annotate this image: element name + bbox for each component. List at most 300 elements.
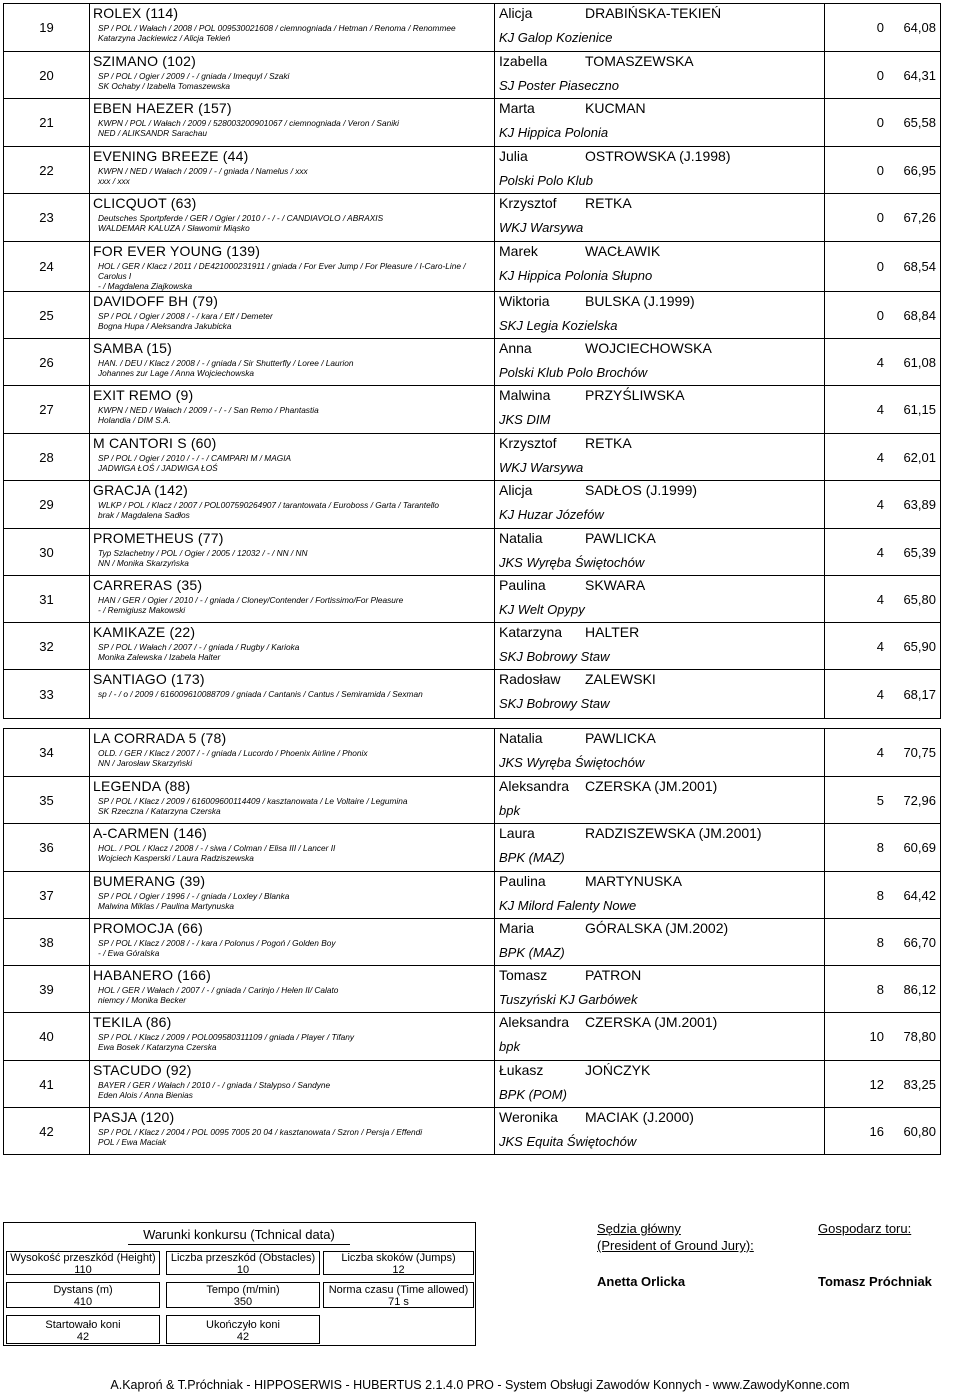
- rider-club: SKJ Bobrowy Staw: [499, 649, 610, 664]
- result-cell: [825, 729, 941, 777]
- rider-cell: [495, 99, 825, 147]
- result-values: [825, 355, 940, 370]
- horse-cell: [90, 292, 495, 339]
- place-cell: 42: [4, 1108, 90, 1155]
- penalty-points: 8: [876, 934, 884, 950]
- result-row: [4, 147, 941, 194]
- horse-name: KAMIKAZE (22): [93, 624, 196, 640]
- time-value: 78,80: [903, 1029, 936, 1044]
- horse-cell: [90, 824, 495, 872]
- rider-last-name: JOŃCZYK: [585, 1062, 651, 1078]
- rider-first-name: Izabella: [499, 53, 548, 69]
- horse-breeder-owner: Wojciech Kasperski / Laura Radziszewska: [98, 853, 254, 863]
- place-cell: 31: [4, 576, 90, 623]
- results-body: [4, 4, 941, 1155]
- rider-cell: [495, 576, 825, 623]
- time-value: 61,15: [903, 402, 936, 417]
- time-value: 65,58: [903, 115, 936, 130]
- horse-name: SANTIAGO (173): [93, 671, 205, 687]
- rider-name: [495, 4, 824, 21]
- rider-cell: [495, 1108, 825, 1155]
- penalty-points: 4: [876, 449, 884, 465]
- rider-club: BPK (POM): [499, 1087, 567, 1102]
- time-value: 64,31: [903, 67, 936, 83]
- place-cell: 20: [4, 52, 90, 99]
- result-row: [4, 1013, 941, 1061]
- host-label-text: Gospodarz toru:: [818, 1221, 912, 1236]
- tempo-label: Tempo (m/min): [206, 1284, 280, 1296]
- horse-name: LA CORRADA 5 (78): [93, 730, 227, 746]
- started-value: 42: [76, 1331, 90, 1343]
- time-value: 67,26: [903, 210, 936, 225]
- penalty-points: 4: [876, 638, 884, 654]
- rider-club: JKS Equita Świętochów: [499, 1134, 637, 1149]
- rider-name: [495, 872, 824, 889]
- time-value: 68,84: [903, 307, 936, 323]
- horse-pedigree: WLKP / POL / Klacz / 2007 / POL007590264907 / tarantowata / Euroboss / Garta / Tarantello: [98, 500, 439, 510]
- rider-club: WKJ Warsywa: [499, 220, 584, 235]
- place-cell: 30: [4, 529, 90, 576]
- rider-name: [495, 386, 824, 403]
- rider-last-name: SKWARA: [585, 577, 646, 593]
- height-value: 110: [74, 1264, 92, 1276]
- rider-name: [495, 623, 824, 640]
- rider-cell: [495, 777, 825, 824]
- horse-cell: [90, 194, 495, 242]
- horse-name: CARRERAS (35): [93, 577, 203, 593]
- rider-club: KJ Hippica Polonia Słupno: [499, 268, 653, 283]
- result-row: [4, 52, 941, 99]
- result-cell: [825, 670, 941, 719]
- result-values: [825, 639, 940, 654]
- result-values: [825, 840, 940, 855]
- rider-name: [495, 529, 824, 546]
- horse-breeder-owner: NN / Jarosław Skarzyński: [98, 758, 193, 768]
- horse-breeder-owner: Malwina Miklas / Paulina Martynuska: [98, 901, 235, 911]
- rider-first-name: Paulina: [499, 873, 546, 889]
- rider-club: SKJ Bobrowy Staw: [499, 696, 610, 711]
- horse-breeder-owner: - / Remigiusz Makowski: [98, 605, 186, 615]
- result-cell: [825, 919, 941, 966]
- rider-first-name: Malwina: [499, 387, 551, 403]
- rider-first-name: Krzysztof: [499, 195, 557, 211]
- horse-breeder-owner: Bogna Hupa / Aleksandra Jakubicka: [98, 321, 232, 331]
- time-value: 62,01: [903, 449, 936, 465]
- time-allowed-value: 71 s: [388, 1296, 409, 1308]
- rider-name: [495, 292, 824, 309]
- result-row: [4, 292, 941, 339]
- horse-pedigree: SP / POL / Klacz / 2008 / - / kara / Polonus / Pogoń / Golden Boy: [98, 938, 336, 948]
- result-cell: [825, 777, 941, 824]
- rider-club: KJ Galop Kozienice: [499, 30, 613, 45]
- rider-club: KJ Welt Opypy: [499, 602, 585, 617]
- host-label: [818, 1220, 911, 1237]
- rider-name: [495, 194, 824, 211]
- place-cell: 25: [4, 292, 90, 339]
- horse-name: DAVIDOFF BH (79): [93, 293, 219, 309]
- time-value: 65,39: [903, 544, 936, 560]
- time-value: 65,80: [903, 591, 936, 607]
- finished-value: 42: [236, 1331, 250, 1343]
- horse-name: PROMETHEUS (77): [93, 530, 224, 546]
- horse-pedigree: SP / POL / Wałach / 2008 / POL 009530021608 / ciemnogniada / Hetman / Renoma / Renommee: [98, 23, 456, 33]
- rider-last-name: PAWLICKA: [585, 730, 656, 746]
- time-value: 68,17: [903, 686, 936, 702]
- place-cell: 32: [4, 623, 90, 670]
- technical-data-title: Warunki konkursu (Tchnical data): [143, 1227, 335, 1242]
- result-values: [825, 687, 940, 702]
- rider-cell: [495, 386, 825, 434]
- horse-name: M CANTORI S (60): [93, 435, 217, 451]
- horse-name: CLICQUOT (63): [93, 195, 197, 211]
- penalty-points: 4: [876, 686, 884, 702]
- horse-pedigree: Typ Szlachetny / POL / Ogier / 2005 / 12032 / - / NN / NN: [98, 548, 308, 558]
- horse-breeder-owner: Monika Zalewska / Izabela Halter: [98, 652, 221, 662]
- rider-last-name: GÓRALSKA (JM.2002): [585, 920, 729, 936]
- rider-name: [495, 434, 824, 451]
- rider-club: SJ Poster Piaseczno: [499, 78, 619, 93]
- horse-cell: [90, 434, 495, 481]
- rider-club: JKS DIM: [499, 412, 551, 427]
- result-row: [4, 777, 941, 824]
- horse-breeder-owner: WALDEMAR KALUZA / Sławomir Miąsko: [98, 223, 250, 233]
- place-cell: 38: [4, 919, 90, 966]
- finished-label: Ukończyło koni: [206, 1319, 280, 1331]
- rider-cell: [495, 52, 825, 99]
- horse-breeder-owner: SK Rzeczna / Katarzyna Czerska: [98, 806, 221, 816]
- horse-name: ROLEX (114): [93, 5, 179, 21]
- penalty-points: 0: [876, 115, 884, 130]
- judge-name: Anetta Orlicka: [597, 1274, 686, 1289]
- tempo-value: 350: [233, 1296, 253, 1308]
- result-row: [4, 1061, 941, 1108]
- rider-cell: [495, 966, 825, 1013]
- rider-last-name: WACŁAWIK: [585, 243, 661, 259]
- result-row: [4, 529, 941, 576]
- rider-first-name: Aleksandra: [499, 1014, 570, 1030]
- horse-cell: [90, 52, 495, 99]
- rider-cell: [495, 623, 825, 670]
- horse-cell: [90, 529, 495, 576]
- rider-club: BPK (MAZ): [499, 945, 565, 960]
- rider-last-name: HALTER: [585, 624, 640, 640]
- place-cell: 34: [4, 729, 90, 777]
- horse-name: A-CARMEN (146): [93, 825, 208, 841]
- rider-name: [495, 919, 824, 936]
- rider-cell: [495, 1061, 825, 1108]
- time-value: 66,95: [903, 162, 936, 178]
- result-row: [4, 872, 941, 919]
- obstacles-value: 10: [236, 1264, 250, 1276]
- result-values: [825, 20, 940, 35]
- place-cell: 29: [4, 481, 90, 529]
- place-cell: 41: [4, 1061, 90, 1108]
- penalty-points: 4: [876, 497, 884, 512]
- result-cell: [825, 242, 941, 292]
- group-separator: [4, 719, 941, 729]
- horse-breeder-owner: Johannes zur Lage / Anna Wojciechowska: [98, 368, 255, 378]
- result-cell: [825, 434, 941, 481]
- horse-cell: [90, 147, 495, 194]
- horse-cell: [90, 670, 495, 719]
- rider-first-name: Natalia: [499, 530, 543, 546]
- place-cell: 39: [4, 966, 90, 1013]
- rider-first-name: Maria: [499, 920, 535, 936]
- penalty-points: 0: [876, 259, 884, 274]
- horse-cell: [90, 99, 495, 147]
- horse-pedigree: HAN / GER / Ogier / 2010 / - / gniada / Cloney/Contender / Fortissimo/For Pleasure: [98, 595, 404, 605]
- penalty-points: 4: [876, 402, 884, 417]
- time-value: 86,12: [903, 981, 936, 997]
- rider-last-name: OSTROWSKA (J.1998): [585, 148, 731, 164]
- penalty-points: 4: [876, 544, 884, 560]
- group-separator-cell: [4, 719, 941, 729]
- horse-breeder-owner: NN / Monika Skarzyńska: [98, 558, 189, 568]
- place-cell: 24: [4, 242, 90, 292]
- technical-data-title-divider: [128, 1244, 350, 1245]
- rider-club: SKJ Legia Kozielska: [499, 318, 618, 333]
- rider-first-name: Natalia: [499, 730, 543, 746]
- place-cell: 21: [4, 99, 90, 147]
- place-cell: 22: [4, 147, 90, 194]
- time-value: 70,75: [903, 745, 936, 760]
- rider-last-name: MARTYNUSKA: [585, 873, 682, 889]
- place-cell: 35: [4, 777, 90, 824]
- result-row: [4, 386, 941, 434]
- result-row: [4, 434, 941, 481]
- penalty-points: 4: [876, 591, 884, 607]
- result-cell: [825, 147, 941, 194]
- rider-last-name: RETKA: [585, 435, 632, 451]
- time-value: 64,08: [903, 20, 936, 35]
- horse-cell: [90, 919, 495, 966]
- rider-club: Tuszyński KJ Garbówek: [499, 992, 638, 1007]
- time-allowed-label: Norma czasu (Time allowed): [328, 1284, 469, 1296]
- horse-pedigree: SP / POL / Klacz / 2009 / POL009580311109 / gniada / Player / Tifany: [98, 1032, 355, 1042]
- horse-cell: [90, 729, 495, 777]
- judge-label-line-1: Sędzia główny: [597, 1221, 681, 1236]
- result-row: [4, 99, 941, 147]
- time-value: 83,25: [903, 1076, 936, 1092]
- time-value: 60,69: [903, 840, 936, 855]
- judge-label-line-2: (President of Ground Jury):: [597, 1238, 754, 1253]
- horse-breeder-owner: niemcy / Monika Becker: [98, 995, 187, 1005]
- rider-first-name: Tomasz: [499, 967, 548, 983]
- rider-cell: [495, 194, 825, 242]
- rider-name: [495, 99, 824, 116]
- penalty-points: 0: [876, 307, 884, 323]
- rider-club: Polski Klub Polo Brochów: [499, 365, 648, 380]
- horse-breeder-owner: brak / Magdalena Sadłos: [98, 510, 190, 520]
- rider-name: [495, 1061, 824, 1078]
- result-values: [825, 259, 940, 274]
- rider-first-name: Weronika: [499, 1109, 558, 1125]
- time-value: 66,70: [903, 934, 936, 950]
- result-row: [4, 194, 941, 242]
- result-cell: [825, 1013, 941, 1061]
- horse-name: EXIT REMO (9): [93, 387, 194, 403]
- rider-club: JKS Wyręba Świętochów: [499, 755, 645, 770]
- result-values: [825, 545, 940, 560]
- rider-first-name: Aleksandra: [499, 778, 570, 794]
- penalty-points: 0: [876, 67, 884, 83]
- horse-pedigree: sp / - / o / 2009 / 616009610088709 / gniada / Cantanis / Cantus / Semiramida / Sexman: [98, 689, 423, 699]
- penalty-points: 8: [876, 840, 884, 855]
- time-value: 60,80: [903, 1123, 936, 1139]
- penalty-points: 10: [869, 1029, 884, 1044]
- place-cell: 27: [4, 386, 90, 434]
- rider-first-name: Alicja: [499, 5, 533, 21]
- rider-cell: [495, 481, 825, 529]
- rider-last-name: WOJCIECHOWSKA: [585, 340, 712, 356]
- rider-name: [495, 777, 824, 794]
- rider-cell: [495, 872, 825, 919]
- horse-breeder-owner: NED / ALIKSANDR Sarachau: [98, 128, 207, 138]
- horse-cell: [90, 481, 495, 529]
- horse-pedigree: HOL / GER / Wałach / 2007 / - / gniada / Carinjo / Helen II/ Calato: [98, 985, 339, 995]
- result-row: [4, 919, 941, 966]
- horse-cell: [90, 242, 495, 292]
- result-cell: [825, 824, 941, 872]
- rider-first-name: Łukasz: [499, 1062, 544, 1078]
- rider-club: JKS Wyręba Świętochów: [499, 555, 645, 570]
- rider-cell: [495, 147, 825, 194]
- time-value: 63,89: [903, 497, 936, 512]
- penalty-points: 0: [876, 210, 884, 225]
- rider-cell: [495, 4, 825, 52]
- rider-first-name: Laura: [499, 825, 535, 841]
- horse-breeder-owner: - / Ewa Góralska: [98, 948, 160, 958]
- rider-last-name: RETKA: [585, 195, 632, 211]
- rider-name: [495, 576, 824, 593]
- result-row: [4, 623, 941, 670]
- result-values: [825, 1029, 940, 1044]
- result-cell: [825, 194, 941, 242]
- result-cell: [825, 481, 941, 529]
- result-values: [825, 592, 940, 607]
- result-cell: [825, 99, 941, 147]
- horse-pedigree: SP / POL / Klacz / 2009 / 616009600114409 / kasztanowata / Le Voltaire / Legumina: [98, 796, 408, 806]
- rider-last-name: ZALEWSKI: [585, 671, 656, 687]
- horse-breeder-owner: POL / Ewa Maciak: [98, 1137, 167, 1147]
- result-row: [4, 1108, 941, 1155]
- horse-pedigree: KWPN / POL / Wałach / 2009 / 528003200901067 / ciemnogniada / Veron / Saniki: [98, 118, 400, 128]
- penalty-points: 16: [869, 1123, 884, 1139]
- rider-club: bpk: [499, 803, 520, 818]
- horse-breeder-owner: Katarzyna Jackiewicz / Alicja Tekień: [98, 33, 231, 43]
- place-cell: 19: [4, 4, 90, 52]
- horse-name: STACUDO (92): [93, 1062, 192, 1078]
- rider-first-name: Marek: [499, 243, 538, 259]
- rider-last-name: BULSKA (J.1999): [585, 293, 695, 309]
- rider-last-name: CZERSKA (JM.2001): [585, 1014, 718, 1030]
- rider-first-name: Marta: [499, 100, 535, 116]
- place-cell: 37: [4, 872, 90, 919]
- result-cell: [825, 966, 941, 1013]
- horse-pedigree: SP / POL / Ogier / 2010 / - / - / CAMPARI M / MAGIA: [98, 453, 292, 463]
- rider-name: [495, 1013, 824, 1030]
- obstacles-label: Liczba przeszkód (Obstacles): [170, 1252, 316, 1264]
- result-row: [4, 576, 941, 623]
- penalty-points: 4: [876, 745, 884, 760]
- horse-pedigree: KWPN / NED / Wałach / 2009 / - / - / San Remo / Phantastia: [98, 405, 319, 415]
- horse-pedigree: BAYER / GER / Wałach / 2010 / - / gniada / Stalypso / Sandyne: [98, 1080, 331, 1090]
- rider-cell: [495, 670, 825, 719]
- result-values: [825, 888, 940, 903]
- host-name: Tomasz Próchniak: [818, 1274, 932, 1289]
- horse-pedigree: Deutsches Sportpferde / GER / Ogier / 2010 / - / - / CANDIAVOLO / ABRAXIS: [98, 213, 384, 223]
- rider-cell: [495, 824, 825, 872]
- rider-name: [495, 147, 824, 164]
- result-row: [4, 242, 941, 292]
- horse-pedigree: SP / POL / Ogier / 2009 / - / gniada / Imequyl / Szaki: [98, 71, 290, 81]
- horse-cell: [90, 623, 495, 670]
- place-cell: 36: [4, 824, 90, 872]
- rider-name: [495, 729, 824, 746]
- penalty-points: 5: [876, 792, 884, 808]
- horse-name: LEGENDA (88): [93, 778, 191, 794]
- horse-pedigree: SP / POL / Klacz / 2004 / POL 0095 7005 20 04 / kasztanowata / Szron / Persja / Effendi: [98, 1127, 423, 1137]
- horse-pedigree: SP / POL / Wałach / 2007 / - / gniada / Rugby / Karioka: [98, 642, 300, 652]
- result-values: [825, 210, 940, 225]
- horse-pedigree: KWPN / NED / Wałach / 2009 / - / gniada / Namelus / xxx: [98, 166, 308, 176]
- rider-club: KJ Huzar Józefów: [499, 507, 604, 522]
- jumps-value: 12: [392, 1264, 405, 1276]
- result-values: [825, 450, 940, 465]
- horse-name: FOR EVER YOUNG (139): [93, 243, 261, 259]
- result-row: [4, 670, 941, 719]
- horse-name: SZIMANO (102): [93, 53, 196, 69]
- started-label: Startowało koni: [45, 1319, 121, 1331]
- penalty-points: 8: [876, 887, 884, 903]
- horse-breeder-owner: xxx / xxx: [98, 176, 130, 186]
- rider-last-name: RADZISZEWSKA (JM.2001): [585, 825, 762, 841]
- rider-cell: [495, 529, 825, 576]
- rider-name: [495, 52, 824, 69]
- software-credit: A.Kaproń & T.Próchniak - HIPPOSERWIS - HUBERTUS 2.1.4.0 PRO - System Obsługi Zawodów Konnych - www.ZawodyKonne.com: [110, 1378, 850, 1392]
- result-cell: [825, 4, 941, 52]
- time-value: 64,42: [903, 887, 936, 903]
- rider-name: [495, 481, 824, 498]
- result-values: [825, 793, 940, 808]
- penalty-points: 8: [876, 981, 884, 997]
- rider-club: bpk: [499, 1039, 520, 1054]
- horse-name: EBEN HAEZER (157): [93, 100, 232, 116]
- result-row: [4, 481, 941, 529]
- rider-cell: [495, 242, 825, 292]
- rider-first-name: Radosław: [499, 671, 561, 687]
- rider-name: [495, 824, 824, 841]
- result-cell: [825, 52, 941, 99]
- result-values: [825, 308, 940, 323]
- result-cell: [825, 292, 941, 339]
- rider-club: BPK (MAZ): [499, 850, 565, 865]
- rider-club: Polski Polo Klub: [499, 173, 593, 188]
- result-row: [4, 339, 941, 386]
- horse-cell: [90, 1108, 495, 1155]
- place-cell: 33: [4, 670, 90, 719]
- horse-breeder-owner: SK Ochaby / Izabella Tomaszewska: [98, 81, 231, 91]
- rider-last-name: CZERSKA (JM.2001): [585, 778, 718, 794]
- horse-breeder-owner: Eden Alois / Anna Bienias: [98, 1090, 193, 1100]
- horse-name: EVENING BREEZE (44): [93, 148, 249, 164]
- horse-pedigree: SP / POL / Ogier / 2008 / - / kara / Elf / Demeter: [98, 311, 273, 321]
- rider-club: KJ Hippica Polonia: [499, 125, 609, 140]
- rider-club: KJ Milord Falenty Nowe: [499, 898, 637, 913]
- judge-label: [597, 1220, 754, 1254]
- result-cell: [825, 529, 941, 576]
- rider-name: [495, 670, 824, 687]
